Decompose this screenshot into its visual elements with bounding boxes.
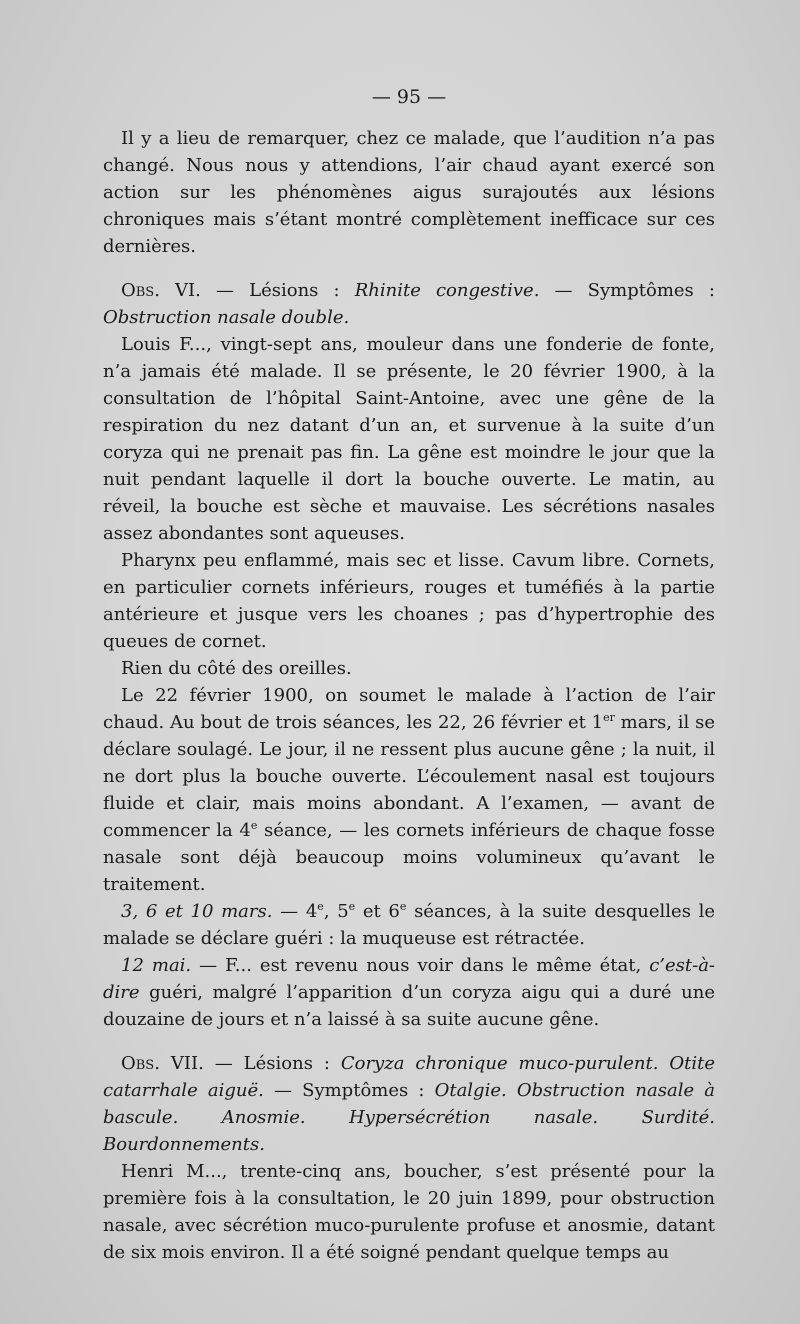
paragraph-may-visit bbox=[103, 952, 715, 1033]
text-run: — F... est revenu nous voir dans le même état, bbox=[191, 955, 650, 976]
text-run: séance, — les cornets inférieurs de chaque fosse nasale sont déjà beaucoup moins volumineux qu’avant le traitement. bbox=[103, 820, 715, 895]
paragraph-pharynx: Pharynx peu enflammé, mais sec et lisse. Cavum libre. Cornets, en particulier cornets inférieurs, rouges et tuméfiés à la partie antérieure et jusque vers les choanes ; pas d’hypertrophie des queues de cornet. bbox=[103, 550, 715, 652]
superscript: e bbox=[250, 819, 258, 832]
lesions-text: Coryza chronique muco-purulent. Otite catarrhale aiguë. bbox=[103, 1053, 716, 1101]
text-run: séances, à la suite desquelles le malade se déclare guéri : la muqueuse est rétractée. bbox=[103, 901, 716, 949]
paragraph-ears: Rien du côté des oreilles. bbox=[121, 658, 352, 679]
paragraph-march-sessions bbox=[103, 898, 715, 952]
lesions-text: Rhinite congestive. bbox=[354, 280, 540, 301]
observation-label: Obs. VII. bbox=[121, 1053, 204, 1074]
italic-run: c’est-à-dire bbox=[103, 955, 716, 1003]
text-run: mars, il se déclare soulagé. Le jour, il ne ressent plus aucune gêne ; la nuit, il ne dort plus la bouche ouverte. L’écoulement nasal est toujours fluide et clair, mais moins abondant. A l’examen, — avant de commencer la 4 bbox=[103, 712, 715, 841]
superscript: e bbox=[399, 900, 407, 913]
lesions-lead: — Lésions : bbox=[203, 1053, 341, 1074]
superscript: e bbox=[317, 900, 324, 913]
superscript: e bbox=[348, 900, 356, 913]
observation-label: Obs. VI. bbox=[121, 280, 201, 301]
paragraph-patient-louis: Louis F..., vingt-sept ans, mouleur dans une fonderie de fonte, n’a jamais été malade. Il se présente, le 20 février 1900, à la consultation de l’hôpital Saint-Antoine, avec une gêne de la respiration du nez datant d’un an, et survenue à la suite d’un coryza qui ne prenait pas fin. La gêne est moindre le jour que la nuit pendant laquelle il dort la bouche ouverte. Le matin, au réveil, la bouche est sèche et mauvaise. Les sécrétions nasales assez abondantes sont aqueuses. bbox=[103, 334, 715, 544]
text-run: — 4 bbox=[272, 901, 318, 922]
text-run: , 5 bbox=[323, 901, 349, 922]
symptoms-text: Obstruction nasale double. bbox=[103, 307, 350, 328]
symptoms-text: Otalgie. Obstruction nasale à bascule. Anosmie. Hypersécrétion nasale. Surdité. Bourdonnements. bbox=[103, 1080, 715, 1155]
text-run: et 6 bbox=[355, 901, 400, 922]
text-run: guéri, malgré l’apparition d’un coryza aigu qui a duré une douzaine de jours et n’a laissé à sa suite aucune gêne. bbox=[103, 982, 715, 1030]
paragraph-audition: Il y a lieu de remarquer, chez ce malade, que l’audition n’a pas changé. Nous nous y attendions, l’air chaud ayant exercé son action sur les phénomènes aigus surajoutés aux lésions chroniques mais s’étant montré complètement inefficace sur ces dernières. bbox=[103, 128, 715, 257]
paragraph-patient-henri: Henri M..., trente-cinq ans, boucher, s’est présenté pour la première fois à la consultation, le 20 juin 1899, pour obstruction nasale, avec sécrétion muco-purulente profuse et anosmie, datant de six mois environ. Il a été soigné pendant quelque temps au bbox=[103, 1161, 715, 1263]
page-number: — 95 — bbox=[371, 86, 447, 108]
date-label: 3, 6 et 10 mars. bbox=[121, 901, 273, 922]
text-run: Le 22 février 1900, on soumet le malade à l’action de l’air chaud. Au bout de trois séances, les 22, 26 février et 1 bbox=[103, 685, 715, 733]
date-label: 12 mai. bbox=[121, 955, 192, 976]
symptoms-lead: — Symptômes : bbox=[539, 280, 715, 301]
observation-6-heading bbox=[103, 277, 715, 331]
observation-7-heading bbox=[103, 1050, 715, 1158]
paragraph-treatment bbox=[103, 682, 715, 898]
lesions-lead: — Lésions : bbox=[200, 280, 355, 301]
page-text bbox=[103, 84, 715, 1266]
symptoms-lead: — Symptômes : bbox=[263, 1080, 435, 1101]
superscript: er bbox=[603, 711, 615, 724]
